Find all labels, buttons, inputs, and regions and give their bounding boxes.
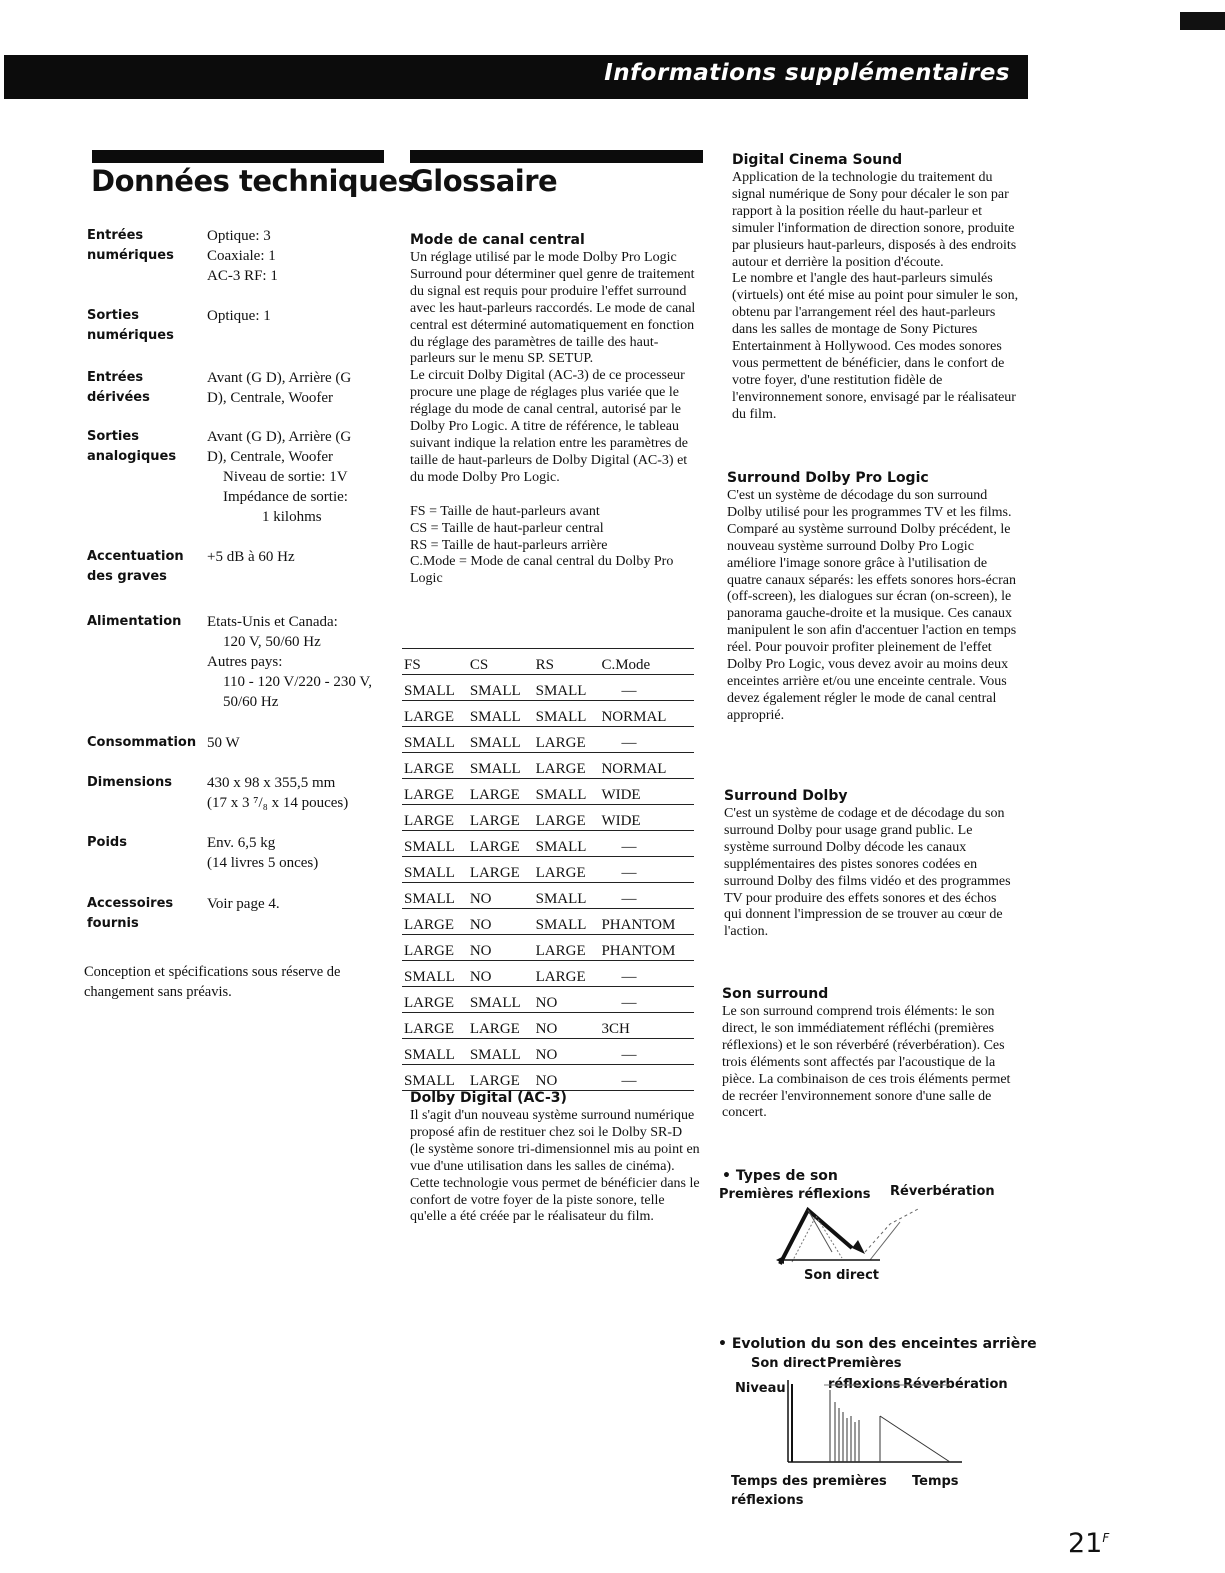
table-cell: NO — [468, 883, 534, 909]
table-cell: LARGE — [402, 805, 468, 831]
spec-label: Dimensions — [87, 775, 172, 790]
spec-value — [207, 226, 387, 286]
table-cell: SMALL — [402, 857, 468, 883]
table-cell: LARGE — [534, 727, 600, 753]
table-row — [402, 1013, 694, 1039]
spec-value — [207, 427, 387, 527]
spec-value-line: Env. 6,5 kg — [207, 835, 276, 851]
evolution-niveau-label: Niveau — [735, 1381, 786, 1396]
spec-value — [207, 368, 387, 408]
evolution-reflexions-label: réflexions — [828, 1377, 901, 1392]
legend-cs: CS = Taille de haut-parleur central — [410, 520, 604, 536]
spec-value-line: Optique: 1 — [207, 308, 271, 324]
table-cell: WIDE — [599, 779, 694, 805]
table-cell: — — [599, 883, 694, 909]
entry-surround-dolby — [724, 788, 1014, 941]
table-cell: SMALL — [402, 883, 468, 909]
table-cell: NO — [468, 909, 534, 935]
entry-dcs-p2: Le nombre et l'angle des haut-parleurs simulés (virtuels) ont été mise au point pour simuler le son, obtenu par l'arrangement réel des haut-parleurs dans les salles de montage de Sony Pictures Entertainment à Hollywood. Ces modes sonores vous permettent de bénéficier, dans le confort de votre foyer, d'une restitution fidèle de l'environnement sonore, envisagé par le réalisateur du film. — [732, 271, 1019, 422]
table-cell: NO — [534, 1065, 600, 1091]
spec-value-line: 50 W — [207, 735, 240, 751]
spec-value-line: 120 V, 50/60 Hz — [223, 634, 321, 650]
table-cell: NORMAL — [599, 701, 694, 727]
table-cell: LARGE — [468, 831, 534, 857]
table-cell: — — [599, 1039, 694, 1065]
table-cell: NO — [534, 987, 600, 1013]
spec-value-line: Niveau de sortie: 1V — [223, 469, 348, 485]
entry-dolby-digital-title: Dolby Digital (AC-3) — [410, 1090, 567, 1106]
spec-value-line: D), Centrale, Woofer — [207, 390, 333, 406]
table-cell: SMALL — [534, 701, 600, 727]
table-cell: LARGE — [402, 701, 468, 727]
table-cell: LARGE — [534, 753, 600, 779]
table-row — [402, 857, 694, 883]
spec-value-line: Etats-Unis et Canada: — [207, 614, 338, 630]
evolution-time-first-label: Temps des premières — [731, 1474, 887, 1489]
types-de-son-diagram — [770, 1202, 930, 1274]
table-cell: — — [599, 961, 694, 987]
table-cell: SMALL — [534, 831, 600, 857]
table-cell: SMALL — [468, 1039, 534, 1065]
spec-value — [207, 833, 387, 873]
table-cell: LARGE — [468, 1013, 534, 1039]
table-cell: SMALL — [534, 779, 600, 805]
entry-prologic-text: C'est un système de décodage du son surround Dolby utilisé pour les programmes TV et les films. Comparé au système surround Dolby précédent, le nouveau système surround Dolby Pro Logic améliore l'image sonore grâce à l'utilisation de quatre canaux séparés: les effets sonores hors-écran (off-screen), les dialogues sur écran (on-screen), le panorama gauche-droite et la musique. Ces canaux manipulent le son afin d'accentuer l'action en temps réel. Pour pouvoir profiter pleinement de l'effet Dolby Pro Logic, vous devez avoir au moins deux enceintes arrière et/ou une enceinte centrale. Vous devez également régler le mode de canal central approprié. — [727, 488, 1017, 723]
table-row — [402, 961, 694, 987]
evolution-time-label: Temps — [912, 1474, 959, 1489]
specs-heading: Données techniques — [91, 164, 415, 198]
entry-digital-cinema-sound — [732, 152, 1022, 424]
table-cell: LARGE — [402, 987, 468, 1013]
spec-value-line: Avant (G D), Arrière (G — [207, 370, 352, 386]
table-cell: NO — [534, 1039, 600, 1065]
page-number — [1068, 1528, 1109, 1559]
evolution-title: • Evolution du son des enceintes arrière — [718, 1336, 1037, 1352]
spec-value-line: Avant (G D), Arrière (G — [207, 429, 352, 445]
table-cell: LARGE — [468, 857, 534, 883]
spec-label: Entrées numériques — [87, 228, 174, 263]
table-cell: LARGE — [534, 961, 600, 987]
entry-dcs-p1: Application de la technologie du traitement du signal numérique de Sony pour décaler le son par rapport à la position réelle du haut-parleur et simuler l'information de direction sonore, produite par plusieurs haut-parleurs, disposés à des endroits autour et derrière la position d'écoute. — [732, 170, 1017, 270]
table-header-cell: FS — [402, 649, 468, 675]
spec-label: Accentuation des graves — [87, 549, 184, 584]
spec-value-line: 1 kilohms — [262, 509, 322, 525]
legend-cmode: C.Mode = Mode de canal central du Dolby Pro Logic — [410, 554, 674, 587]
table-cell: LARGE — [402, 779, 468, 805]
table-cell: NO — [534, 1013, 600, 1039]
table-cell: SMALL — [534, 909, 600, 935]
spec-label: Sorties analogiques — [87, 429, 177, 464]
glossary-heading: Glossaire — [410, 164, 558, 198]
spec-label: Consommation — [87, 735, 197, 750]
entry-son-surround-text: Le son surround comprend trois éléments: le son direct, le son immédiatement réfléchi (premières réflexions) et le son réverbéré (réverbération). Ces trois éléments sont affectés par l'acoustique de la pièce. La combinaison de ces trois éléments permet de recréer l'environnement sonore d'une salle de concert. — [722, 1004, 1011, 1121]
table-cell: — — [599, 727, 694, 753]
table-row — [402, 935, 694, 961]
table-row — [402, 1065, 694, 1091]
spec-value-line: +5 dB à 60 Hz — [207, 549, 295, 565]
spec-label: Sorties numériques — [87, 308, 174, 343]
entry-central-mode-p1: Un réglage utilisé par le mode Dolby Pro Logic Surround pour déterminer quel genre de traitement du signal est requis pour produire l'effet surround avec les haut-parleurs raccordés. Le mode de canal central est déterminé automatiquement en fonction du réglage des paramètres de taille des haut-parleurs sur le menu SP. SETUP. — [410, 250, 696, 367]
table-row — [402, 675, 694, 701]
table-header-cell: CS — [468, 649, 534, 675]
table-cell: NO — [468, 961, 534, 987]
entry-dolby-digital-text: Il s'agit d'un nouveau système surround numérique proposé afin de restituer chez soi le Dolby SR-D (le système sonore tri-dimensionnel mis au point en vue d'une utilisation dans les salles de cinéma). Cette technologie vous permet de bénéficier dans le confort de votre foyer de la piste sonore, telle qu'elle a été créée par le réalisateur du film. — [410, 1108, 700, 1225]
table-cell: SMALL — [534, 675, 600, 701]
entry-dolby-digital — [410, 1090, 700, 1226]
entry-central-mode-title: Mode de canal central — [410, 232, 585, 248]
table-cell: NORMAL — [599, 753, 694, 779]
table-cell: SMALL — [402, 961, 468, 987]
spec-label: Accessoires fournis — [87, 896, 174, 931]
table-cell: — — [599, 675, 694, 701]
table-header-cell: C.Mode — [599, 649, 694, 675]
section-header-title: Informations supplémentaires — [604, 60, 1010, 86]
table-cell: SMALL — [402, 1039, 468, 1065]
page-corner-mark — [1180, 12, 1225, 30]
page-number-suffix: F — [1102, 1531, 1110, 1545]
table-row — [402, 701, 694, 727]
table-row — [402, 831, 694, 857]
table-cell: LARGE — [402, 935, 468, 961]
spec-value-line: 430 x 98 x 355,5 mm — [207, 775, 336, 791]
types-de-son-title: • Types de son — [722, 1168, 838, 1184]
spec-value-line: Autres pays: — [207, 654, 283, 670]
table-cell: SMALL — [402, 675, 468, 701]
table-row — [402, 1039, 694, 1065]
table-cell: PHANTOM — [599, 909, 694, 935]
table-cell: LARGE — [468, 1065, 534, 1091]
spec-value — [207, 547, 387, 567]
spec-value-line: 110 - 120 V/220 - 230 V, — [223, 674, 373, 690]
evolution-reverb-label: Réverbération — [903, 1377, 1008, 1392]
specs-heading-rule — [92, 150, 384, 163]
types-reverb-label: Réverbération — [890, 1184, 995, 1199]
table-cell: SMALL — [468, 987, 534, 1013]
table-cell: LARGE — [402, 909, 468, 935]
legend-fs: FS = Taille de haut-parleurs avant — [410, 503, 600, 519]
table-cell: — — [599, 831, 694, 857]
table-cell: PHANTOM — [599, 935, 694, 961]
legend-rs: RS = Taille de haut-parleurs arrière — [410, 537, 608, 553]
table-row — [402, 883, 694, 909]
spec-value — [207, 612, 387, 712]
table-row — [402, 805, 694, 831]
spec-value-line: 50/60 Hz — [223, 694, 279, 710]
spec-value — [207, 306, 387, 326]
entry-prologic — [727, 470, 1019, 725]
table-cell: — — [599, 857, 694, 883]
table-row — [402, 753, 694, 779]
entry-dcs-title: Digital Cinema Sound — [732, 152, 903, 168]
section-header-bar — [4, 55, 1028, 99]
evolution-premieres-label: Premières — [827, 1356, 902, 1371]
glossary-heading-rule — [410, 150, 703, 163]
spec-value-line: AC-3 RF: 1 — [207, 268, 278, 284]
table-cell: SMALL — [534, 883, 600, 909]
table-row — [402, 727, 694, 753]
spec-label: Entrées dérivées — [87, 370, 150, 405]
table-cell: SMALL — [468, 753, 534, 779]
spec-value-line: Voir page 4. — [207, 896, 280, 912]
spec-value — [207, 894, 387, 914]
table-row — [402, 779, 694, 805]
evolution-direct-label: Son direct — [751, 1356, 826, 1371]
table-cell: — — [599, 987, 694, 1013]
entry-prologic-title: Surround Dolby Pro Logic — [727, 470, 929, 486]
table-cell: NO — [468, 935, 534, 961]
table-cell: SMALL — [402, 1065, 468, 1091]
spec-value-line: Optique: 3 — [207, 228, 271, 244]
spec-value-line: D), Centrale, Woofer — [207, 449, 333, 465]
speaker-size-table — [402, 648, 694, 1091]
table-row — [402, 987, 694, 1013]
types-direct-label: Son direct — [804, 1268, 879, 1283]
specs-footnote: Conception et spécifications sous réserve de changement sans préavis. — [84, 964, 341, 1000]
entry-central-mode-p2: Le circuit Dolby Digital (AC-3) de ce processeur procure une plage de réglages plus variée que le réglage du mode de canal central, autorisé par le Dolby Pro Logic. A titre de référence, le tableau suivant indique la relation entre les paramètres de taille de haut-parleurs de Dolby Digital (AC-3) et du mode Dolby Pro Logic. — [410, 368, 688, 485]
spec-value-line: Coaxiale: 1 — [207, 248, 276, 264]
table-cell: LARGE — [468, 779, 534, 805]
spec-label: Poids — [87, 835, 127, 850]
table-cell: SMALL — [468, 701, 534, 727]
table-cell: SMALL — [402, 727, 468, 753]
table-cell: — — [599, 1065, 694, 1091]
table-cell: SMALL — [402, 831, 468, 857]
entry-son-surround — [722, 986, 1014, 1122]
types-first-reflections-label: Premières réflexions — [719, 1187, 871, 1202]
table-cell: LARGE — [402, 753, 468, 779]
entry-son-surround-title: Son surround — [722, 986, 829, 1002]
entry-central-mode — [410, 232, 700, 588]
table-cell: LARGE — [534, 935, 600, 961]
entry-surround-dolby-text: C'est un système de codage et de décodage du son surround Dolby pour usage grand public. Le système surround Dolby décode les canaux supplémentaires des pistes sonores codées en surround Dolby des films vidéo et des programmes TV pour produire des effets sonores et des échos qui donnent l'impression de se trouver au cœur de l'action. — [724, 806, 1011, 940]
table-cell: SMALL — [468, 727, 534, 753]
table-cell: LARGE — [468, 805, 534, 831]
spec-value-line: (17 x 3 ⁷/₈ x 14 pouces) — [207, 795, 349, 811]
page-number-value: 21 — [1068, 1528, 1103, 1559]
table-cell: 3CH — [599, 1013, 694, 1039]
evolution-diagram — [780, 1378, 970, 1468]
spec-value-line: (14 livres 5 onces) — [207, 855, 319, 871]
table-cell: LARGE — [402, 1013, 468, 1039]
table-header-cell: RS — [534, 649, 600, 675]
table-cell: LARGE — [534, 857, 600, 883]
spec-value-line: Impédance de sortie: — [223, 489, 348, 505]
table-cell: WIDE — [599, 805, 694, 831]
evolution-time-first-label-2: réflexions — [731, 1493, 804, 1508]
spec-label: Alimentation — [87, 614, 182, 629]
table-cell: LARGE — [534, 805, 600, 831]
spec-value — [207, 733, 387, 753]
table-row — [402, 909, 694, 935]
table-cell: SMALL — [468, 675, 534, 701]
spec-value — [207, 773, 387, 813]
entry-surround-dolby-title: Surround Dolby — [724, 788, 848, 804]
